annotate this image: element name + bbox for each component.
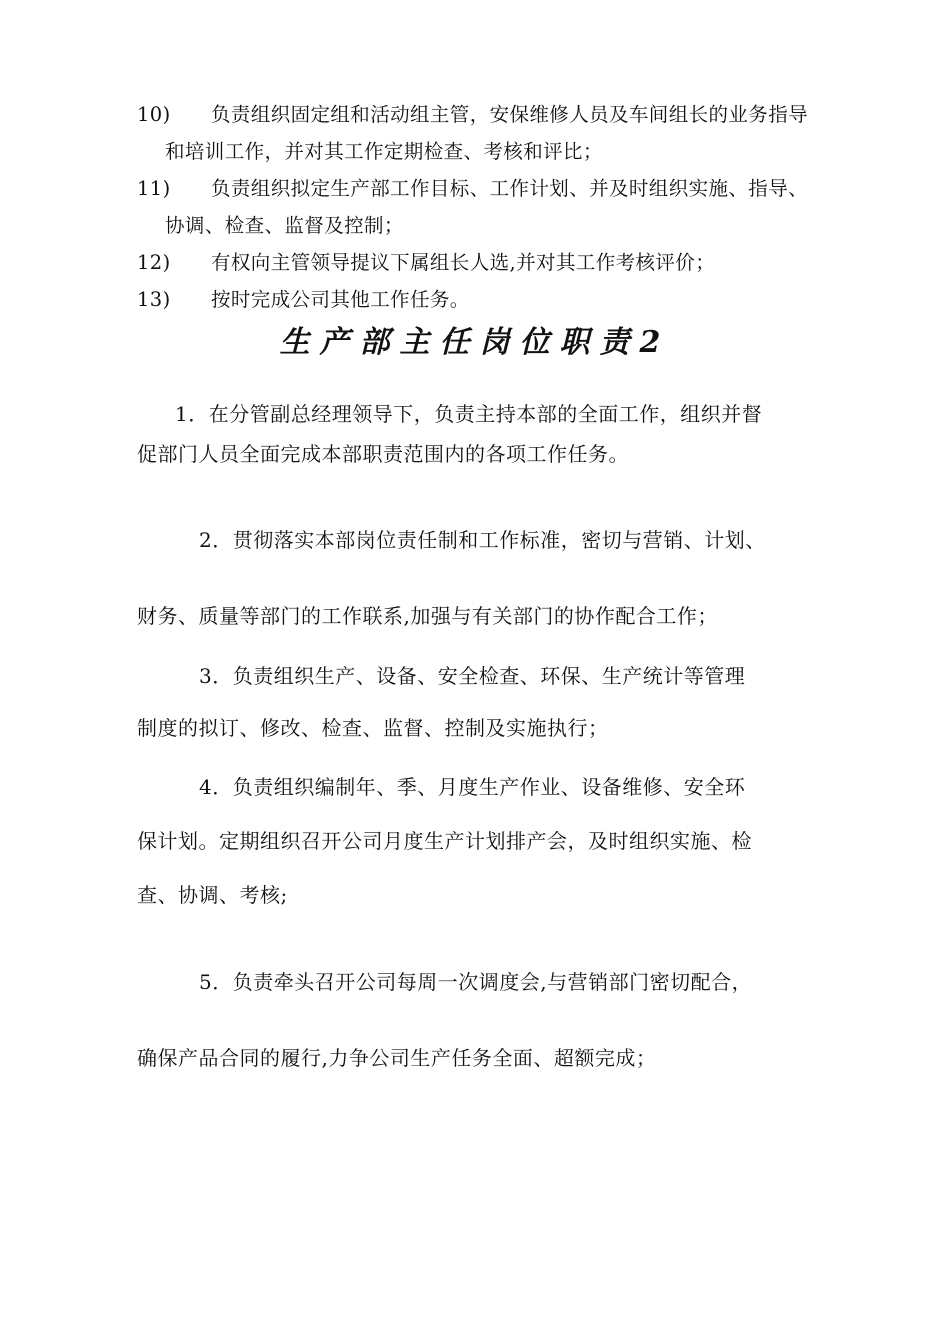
list-item: [137, 96, 827, 170]
paragraph: [137, 502, 817, 654]
list-item-number: 11): [137, 177, 171, 200]
paragraph-line: 保计划。定期组织召开公司月度生产计划排产会，及时组织实施、检: [137, 829, 752, 853]
paragraph-line: 促部门人员全面完成本部职责范围内的各项工作任务。: [137, 442, 629, 466]
section-heading: 生产部主任岗位职责2: [279, 325, 671, 360]
paragraph: [137, 944, 817, 1096]
list-item-number: 12): [137, 251, 171, 274]
list-item: [137, 170, 827, 244]
list-item-number: 10): [137, 103, 171, 126]
list-item: [137, 281, 827, 318]
paragraph-line: 4．负责组织编制年、季、月度生产作业、设备维修、安全环: [199, 775, 746, 799]
paragraph-line: 5．负责牵头召开公司每周一次调度会,与营销部门密切配合，: [199, 970, 753, 994]
paragraph-line: 3．负责组织生产、设备、安全检查、环保、生产统计等管理: [199, 664, 746, 688]
paragraph-line: 财务、质量等部门的工作联系,加强与有关部门的协作配合工作；: [137, 604, 718, 628]
paragraph-line: 确保产品合同的履行,力争公司生产任务全面、超额完成；: [137, 1046, 657, 1070]
paragraph-line: 查、协调、考核;: [137, 883, 288, 907]
paragraph: [137, 760, 817, 922]
list-item: [137, 244, 827, 281]
paragraph: [137, 394, 817, 474]
list-item-text: 负责组织拟定生产部工作目标、工作计划、并及时组织实施、指导、协调、检查、监督及控制；: [165, 177, 809, 237]
paragraph-line: 制度的拟订、修改、检查、监督、控制及实施执行；: [137, 716, 609, 740]
list-item-text: 有权向主管领导提议下属组长人选,并对其工作考核评价；: [211, 251, 716, 274]
list-item-text: 负责组织固定组和活动组主管，安保维修人员及车间组长的业务指导和培训工作，并对其工作定期检查、考核和评比；: [165, 103, 809, 163]
paragraph-line: 2．贯彻落实本部岗位责任制和工作标准，密切与营销、计划、: [199, 528, 766, 552]
list-item-text: 按时完成公司其他工作任务。: [211, 288, 470, 311]
responsibility-list: [137, 96, 827, 318]
list-item-number: 13): [137, 288, 171, 311]
paragraph: [137, 650, 817, 754]
paragraph-line: 1．在分管副总经理领导下，负责主持本部的全面工作，组织并督: [175, 402, 763, 426]
